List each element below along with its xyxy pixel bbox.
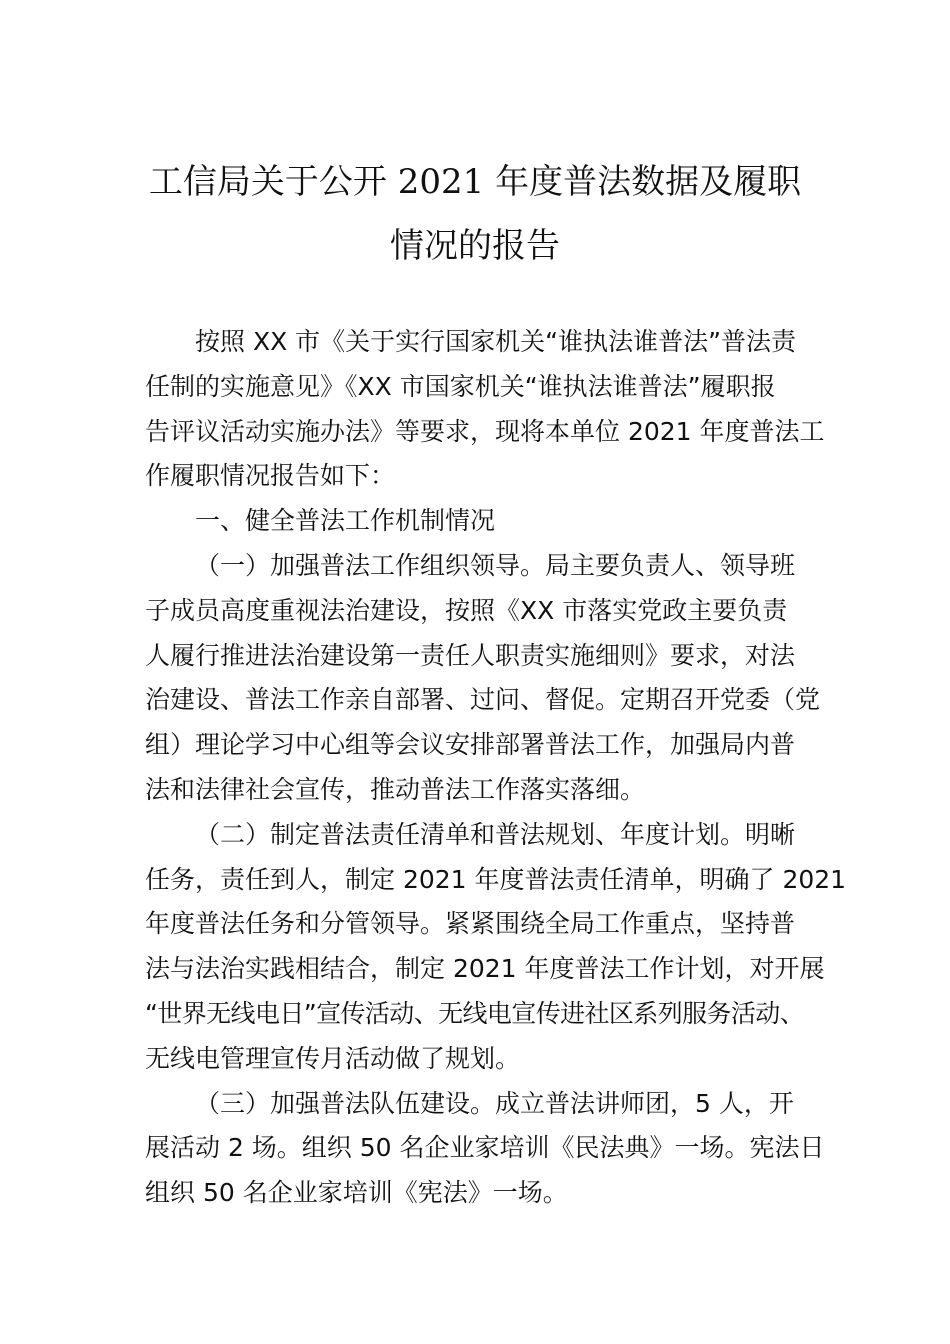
text-line: 按照 XX 市《关于实行国家机关“谁执法谁普法”普法责 (195, 327, 797, 356)
text-line: 任制的实施意见》《XX 市国家机关“谁执法谁普法”履职报 (145, 371, 776, 401)
text-line: 法和法律社会宣传，推动普法工作落实落细。 (145, 774, 646, 804)
text-line: 任务，责任到人，制定 2021 年度普法责任清单，明确了 2021 (145, 864, 847, 894)
intro-paragraph (145, 320, 835, 499)
text-line: 作履职情况报告如下： (145, 461, 396, 491)
document-title-line-1: 工信局关于公开 2021 年度普法数据及履职 (148, 162, 802, 202)
text-line: 年度普法任务和分管领导。紧紧围绕全局工作重点，坚持普 (145, 909, 796, 939)
text-line: 告评议活动实施办法》等要求，现将本单位 2021 年度普法工 (145, 416, 825, 446)
paragraph-3 (145, 1082, 835, 1216)
document-title-line-2: 情况的报告 (390, 226, 560, 266)
text-line: （二）制定普法责任清单和普法规划、年度计划。明晰 (195, 819, 796, 849)
section-heading (145, 499, 835, 544)
text-line: 组）理论学习中心组等会议安排部署普法工作，加强局内普 (145, 730, 796, 760)
paragraph-2 (145, 813, 847, 1082)
text-line: 治建设、普法工作亲自部署、过问、督促。定期召开党委（党 (145, 685, 821, 715)
text-line: （一）加强普法工作组织领导。局主要负责人、领导班 (195, 550, 796, 580)
text-line: 展活动 2 场。组织 50 名企业家培训《民法典》一场。宪法日 (145, 1133, 825, 1163)
text-line: “世界无线电日”宣传活动、无线电宣传进社区系列服务活动、 (145, 998, 805, 1028)
text-line: 子成员高度重视法治建设，按照《XX 市落实党政主要负责 (145, 595, 788, 625)
paragraph-1 (145, 544, 835, 813)
text-line: 组织 50 名企业家培训《宪法》一场。 (145, 1178, 568, 1208)
document-body (145, 320, 847, 1216)
text-line: 法与法治实践相结合，制定 2021 年度普法工作计划，对开展 (145, 954, 825, 984)
text-line: 人履行推进法治建设第一责任人职责实施细则》要求，对法 (145, 640, 796, 670)
text-line: （三）加强普法队伍建设。成立普法讲师团，5 人，开 (195, 1088, 794, 1118)
text-line: 无线电管理宣传月活动做了规划。 (145, 1043, 521, 1073)
section-1-heading: 一、健全普法工作机制情况 (195, 506, 496, 536)
